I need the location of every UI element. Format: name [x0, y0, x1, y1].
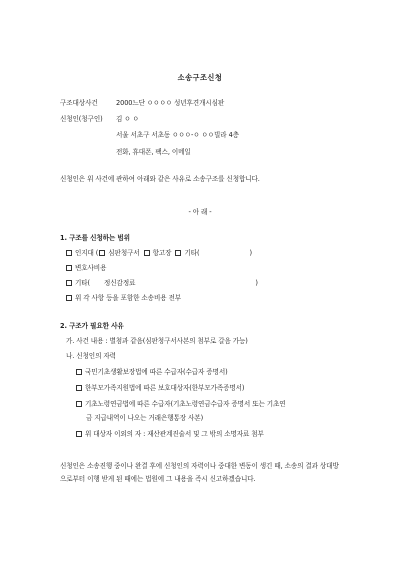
case-label: 구조대상사건 [60, 99, 98, 107]
document-title: 소송구조신청 [177, 73, 223, 82]
scope-item-other [66, 279, 258, 288]
case-value: 2000느단 ㅇㅇㅇㅇ 성년후견개시심판 [116, 99, 225, 107]
checkbox[interactable] [66, 280, 72, 286]
below-heading: - 아 래 - [188, 208, 212, 216]
scope-item-detail: 정신감정료 [104, 279, 136, 287]
scope-item-all [66, 294, 181, 303]
scope-item-label: 기타( [75, 279, 91, 287]
scope-item-court-fee [66, 249, 252, 258]
checkbox[interactable] [66, 265, 72, 271]
means-item-continuation: 금 지급내역이 나오는 거래은행통장 사본) [86, 414, 204, 422]
scope-option-appeal: 항고장 [152, 249, 172, 257]
applicant-means-line: 나. 신청인의 자력 [66, 352, 116, 360]
means-item-label: 위 대상자 이외의 자 : 재산관계진술서 및 그 밖의 소명자료 첨부 [85, 430, 264, 438]
means-item-label: 한부모가족지원법에 따른 보호대상자(한부모가족증명서) [85, 384, 245, 392]
checkbox[interactable] [99, 250, 105, 256]
means-item [76, 430, 264, 439]
applicant-contact: 전화, 휴대폰, 팩스, 이메일 [116, 148, 191, 156]
means-item [76, 400, 286, 409]
checkbox[interactable] [175, 250, 181, 256]
paren-close: ) [249, 249, 252, 257]
means-item [76, 384, 244, 393]
checkbox[interactable] [76, 369, 82, 375]
section2-heading: 2. 구조가 필요한 사유 [60, 322, 124, 330]
applicant-name: 김 ㅇ ㅇ [116, 115, 139, 123]
checkbox[interactable] [76, 431, 82, 437]
scope-item-label: 위 각 사항 등을 포함한 소송비용 전부 [75, 294, 182, 302]
scope-item-label: 인지대 ( [75, 249, 99, 257]
means-item-label: 국민기초생활보장법에 따른 수급자(수급자 증명서) [85, 368, 228, 376]
checkbox[interactable] [66, 250, 72, 256]
scope-item-lawyer-fee [66, 264, 106, 273]
means-item [76, 368, 228, 377]
scope-option-other: 기타( [184, 249, 200, 257]
applicant-label: 신청인(청구인) [60, 115, 103, 123]
checkbox[interactable] [76, 401, 82, 407]
paren-close: ) [255, 279, 258, 287]
section1-heading: 1. 구조를 신청하는 범위 [60, 234, 130, 242]
checkbox[interactable] [66, 295, 72, 301]
means-item-label: 기초노령연금법에 따른 수급자(기초노령연금수급자 증명서 또는 기초연 [85, 400, 286, 408]
checkbox[interactable] [76, 385, 82, 391]
checkbox[interactable] [144, 250, 150, 256]
case-content-line: 가. 사건 내용 : 별첨과 같음(심판청구서사본의 첨부로 갈음 가능) [66, 337, 248, 345]
intro-text: 신청인은 위 사건에 관하여 아래와 같은 사유로 소송구조를 신청합니다. [60, 175, 260, 183]
scope-item-label: 변호사비용 [75, 264, 107, 272]
scope-option-petition: 심판청구서 [108, 249, 140, 257]
notice-paragraph: 신청인은 소송진행 중이나 완결 후에 신청인의 자력이나 중대한 변동이 생긴 때, 소송의 결과 상대방으로부터 이행 받게 된 때에는 법원에 그 내용을 즉시 신고하겠습니다. [60, 462, 339, 483]
applicant-address: 서울 서초구 서초동 ㅇㅇㅇ-ㅇ ㅇㅇ빌라 4층 [116, 131, 239, 139]
